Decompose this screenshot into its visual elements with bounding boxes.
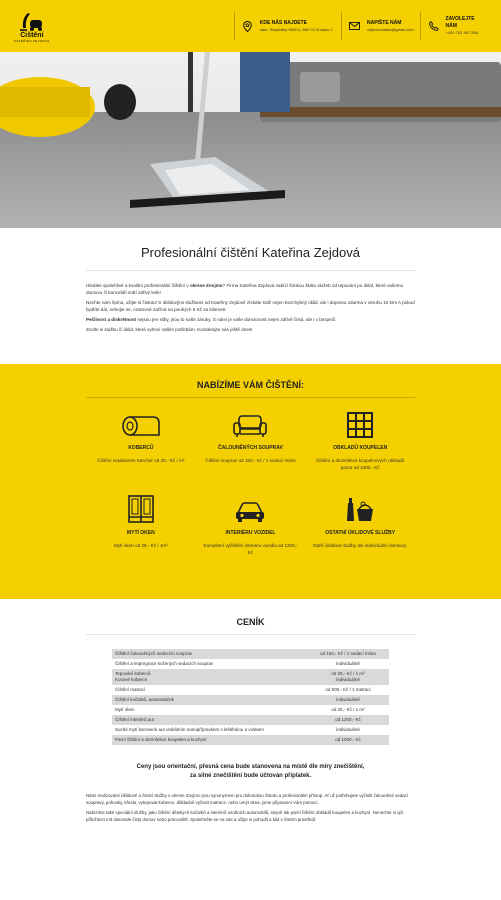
service-description: Čištění souprav od 150,- Kč / 1 sedací místo bbox=[205, 458, 296, 463]
contact-phone[interactable] bbox=[420, 12, 485, 40]
cleaning-supplies-icon bbox=[345, 493, 375, 523]
contact-address-value: nám. Republiky 963/11, 669 02 Znojmo 2 bbox=[259, 26, 333, 32]
price-value: individuálně bbox=[336, 727, 360, 732]
contact-address[interactable] bbox=[234, 12, 337, 40]
contact-address-title: KDE NÁS NAJDETE bbox=[259, 19, 307, 26]
price-row bbox=[112, 685, 389, 695]
service-card-windows[interactable] bbox=[86, 489, 196, 573]
price-row bbox=[112, 735, 389, 745]
pricing-title: CENÍK bbox=[236, 617, 265, 627]
price-table bbox=[112, 649, 389, 745]
mail-icon bbox=[347, 22, 363, 30]
divider bbox=[86, 270, 415, 271]
brand-logo[interactable] bbox=[12, 10, 52, 43]
vacuum-cleaner-logo-icon bbox=[19, 10, 45, 32]
intro-paragraph: Nechte nám špínu, užijte si čistotu! S úklidovými službami od Kateřiny Zejdové získáte totiž nejen bezchybný úklid, ale i dopravu zdarma v okruhu 10 km! A pokud bydlíte dál, nebojte se, cestovné začíná na pouhých 5 Kč za kilometr. bbox=[86, 300, 415, 312]
pricing-paragraph: Námi realizované úklidové a čisticí služby v okrese Znojmo jsou synonymem pro dokonalou čistotu a profesionální přístup. Ať už potřebujete vyčistit čalouněné sedací soupravy, pohovky, křesla, vytepovat koberce, důkladně vyčistit matrace, nebo umýt okna, jsme připraveni Vám pomoci. bbox=[86, 793, 409, 805]
page-title: Profesionální čištění Kateřina Zejdová bbox=[141, 245, 360, 260]
price-row bbox=[112, 725, 389, 735]
price-row bbox=[112, 659, 389, 669]
price-note: Ceny jsou orientační, přesná cena bude stanovena na místě dle míry znečištění, za silné znečištění bude účtován příplatek. bbox=[136, 764, 365, 779]
price-value: od 1000,- Kč bbox=[307, 735, 389, 745]
intro-section bbox=[0, 228, 501, 333]
service-name: OSTATNÍ ÚKLIDOVÉ SLUŽBY bbox=[325, 530, 396, 536]
pricing-paragraph: Nabízíme také speciální služby, jako čištění dětských kočárků a interiérů osobních automobilů, stejně tak parní čištění obkladů koupelen a kuchyní. Nenechte si ujít příležitost mít dokonale čistý domov nebo pracoviště. Spolehněte se na nás a užijte si pohodlí a klid v čistém prostředí. bbox=[86, 810, 403, 822]
price-service: Čištění matrací bbox=[115, 687, 146, 692]
divider bbox=[420, 12, 421, 40]
intro-paragraph: Zvolte si službu či úklid, která vyhoví Vašim potřebám. Kontaktujte nás ještě dnes! bbox=[86, 327, 253, 332]
contact-phone-value[interactable]: +420 703 367 288 bbox=[445, 30, 478, 35]
service-name: KOBERCŮ bbox=[128, 445, 154, 451]
price-service: Mytí oken bbox=[115, 707, 135, 712]
price-value: od 1200,- Kč bbox=[307, 715, 389, 725]
brand-subtitle: KATEŘINA ZEJDOVÁ bbox=[14, 38, 50, 43]
price-value: individuálně bbox=[336, 661, 360, 666]
service-description: Mytí oken od 25,- Kč / 1m² bbox=[113, 543, 168, 548]
price-service: Parní čištění a dezinfekce koupelen a kuchyní bbox=[112, 735, 307, 745]
carpet-cleaning-photo bbox=[0, 52, 501, 228]
price-service: Čištění čalouněných sedacích souprav bbox=[112, 649, 307, 659]
service-description: Další úklidové služby dle individuální domluvy. bbox=[313, 543, 408, 548]
price-row bbox=[112, 695, 389, 705]
services-title: NABÍZÍME VÁM ČIŠTĚNÍ: bbox=[197, 380, 304, 390]
service-name: ČALOUNĚNÝCH SOUPRAV bbox=[218, 445, 283, 451]
price-value: individuálně bbox=[307, 695, 389, 705]
intro-paragraph: Pečlivost a diskrétnost nejsou jen sliby, jsou to naše záruky. S námi je vaše domácnost nejen zářivě čistá, ale i v bezpečí. bbox=[86, 317, 337, 322]
price-value: od 500,- Kč / 1 matraci bbox=[325, 687, 371, 692]
car-icon bbox=[235, 493, 265, 523]
carpet-roll-icon bbox=[121, 408, 161, 438]
service-card-car-interior[interactable] bbox=[196, 489, 306, 573]
service-name: OBKLADŮ KOUPELEN bbox=[333, 445, 388, 451]
contact-phone-title: ZAVOLEJTE NÁM bbox=[445, 16, 475, 29]
price-value: od 150,- Kč / 1 sedací místo bbox=[307, 649, 389, 659]
price-service: Čištění kočárků, autosedaček bbox=[112, 695, 307, 705]
map-pin-icon bbox=[240, 21, 256, 32]
service-card-upholstery[interactable] bbox=[196, 398, 306, 489]
contact-email-value[interactable]: zejdova.katka@gmail.com bbox=[366, 26, 414, 32]
services-section bbox=[0, 364, 501, 599]
service-description: Čištění extaktorem Kärcher od 25,- Kč / m² bbox=[97, 458, 185, 463]
service-card-bathroom-tiles[interactable] bbox=[305, 398, 415, 489]
site-header bbox=[0, 0, 501, 52]
service-card-other[interactable] bbox=[305, 489, 415, 573]
price-row bbox=[112, 649, 389, 659]
tiles-icon bbox=[347, 408, 373, 438]
divider bbox=[341, 12, 342, 40]
price-row bbox=[112, 715, 389, 725]
sofa-icon bbox=[233, 408, 267, 438]
divider bbox=[234, 12, 235, 40]
service-card-carpets[interactable] bbox=[86, 398, 196, 489]
service-description: Kompletní vyčištění interiéru vozidla od 1200,- Kč bbox=[203, 543, 298, 555]
price-value: od 25,- Kč / 1 m² bbox=[331, 707, 365, 712]
price-service: Tepování koberců Kusové koberce bbox=[112, 669, 307, 685]
divider bbox=[86, 634, 415, 635]
contact-email-title: NAPIŠTE NÁM bbox=[366, 19, 402, 26]
price-row bbox=[112, 669, 389, 685]
price-value: od 25,- Kč / 1 m² individuálně bbox=[307, 669, 389, 685]
hero-image bbox=[0, 52, 501, 228]
pricing-section bbox=[0, 599, 501, 823]
intro-paragraph: Hledáte spolehlivé a kvalitní profesionální čištění v okrese Znojmo? Firma Kateřina Zejdová nabízí širokou škálu služeb od tepování po úklid, které vašemu domovu či kanceláři vrátí zářivý lesk! bbox=[86, 283, 404, 295]
service-description: Čištění a dezinfekce koupelnových obkladů parou od 1000,- Kč bbox=[316, 458, 405, 470]
service-name: MYTÍ OKEN bbox=[126, 530, 155, 536]
service-name: INTERIÉRU VOZIDEL bbox=[225, 530, 276, 536]
price-service: Čištění a impregrace kožených sedacích souprav bbox=[115, 661, 214, 666]
window-icon bbox=[128, 493, 154, 523]
price-row bbox=[112, 705, 389, 715]
price-service: Čištění interiérů aut bbox=[112, 715, 307, 725]
brand-title: Čištění bbox=[20, 31, 44, 39]
phone-icon bbox=[426, 21, 441, 31]
price-service: Suché mytí karoserie aut unikátním nanopřípravkem s leštěnkou a voskem bbox=[115, 727, 264, 732]
contact-email[interactable] bbox=[341, 12, 416, 40]
